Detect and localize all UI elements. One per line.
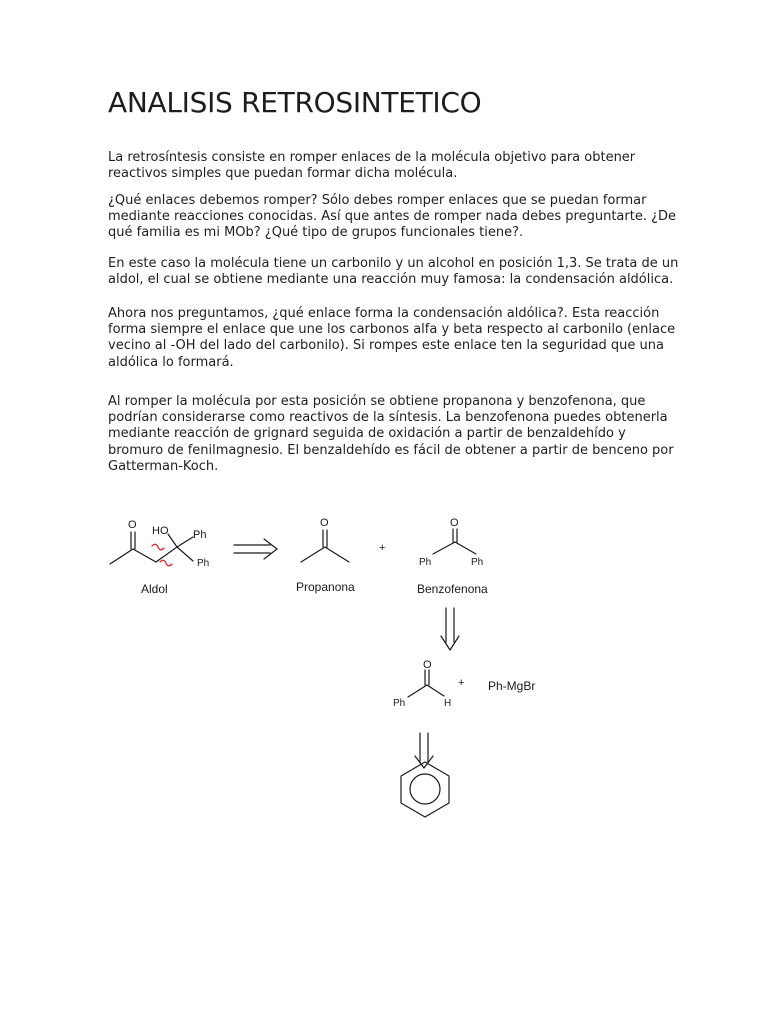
aldol-oxygen-label: O: [128, 519, 137, 531]
propanona-oxygen-label: O: [320, 517, 329, 529]
benceno-structure: [401, 762, 449, 817]
text-line: reactivos simples que puedan formar dicha molécula.: [108, 166, 458, 182]
benzofenona-phenyl-label: Ph: [471, 557, 484, 568]
benzofenona-structure: [433, 529, 476, 554]
aldol-name: Aldol: [141, 582, 168, 596]
benzaldehido-phenyl-label: Ph: [393, 698, 406, 709]
benzofenona-oxygen-label: O: [450, 517, 459, 529]
text-line: Gatterman-Koch.: [108, 458, 219, 474]
aldol-bond: [110, 549, 133, 564]
text-line: vecino al -OH del lado del carbonilo). Si rompes este enlace ten la seguridad que una: [108, 338, 664, 354]
aldol-phenyl-label: Ph: [197, 558, 210, 569]
page-title: ANALISIS RETROSINTETICO: [108, 86, 482, 119]
retro-arrow-head: [441, 636, 459, 650]
paragraph-aldol-case: [108, 256, 679, 288]
paragraph-disconnection-result: [108, 394, 674, 475]
retro-arrow-head: [264, 539, 277, 559]
propanona-bond: [301, 547, 325, 562]
text-line: ¿Qué enlaces debemos romper? Sólo debes romper enlaces que se puedan formar: [108, 193, 647, 208]
benzaldehido-labels: [393, 659, 451, 709]
text-line: qué familia es mi MOb? ¿Qué tipo de grupos funcionales tiene?.: [108, 225, 524, 241]
benzofenona-labels: [417, 517, 488, 596]
benzofenona-bond: [455, 542, 476, 554]
propanona-labels: [296, 517, 355, 594]
text-line: Al romper la molécula por esta posición se obtiene propanona y benzofenona, que: [108, 394, 646, 409]
aldol-phenyl-label: Ph: [193, 529, 207, 541]
text-line: podrían considerarse como reactivos de la síntesis. La benzofenona puedes obtenerla: [108, 410, 668, 426]
benzofenona-name: Benzofenona: [417, 582, 488, 596]
text-line: En este caso la molécula tiene un carbonilo y un alcohol en posición 1,3. Se trata de un: [108, 256, 679, 271]
benzofenona-phenyl-label: Ph: [419, 557, 432, 568]
retro-arrow-down-1: [441, 608, 459, 650]
grignard-reagent-label: Ph-MgBr: [488, 679, 536, 693]
plus-sign: +: [458, 677, 465, 689]
text-line: La retrosíntesis consiste en romper enlaces de la molécula objetivo para obtener: [108, 150, 636, 165]
aldol-labels: [128, 519, 209, 596]
paragraph-retrosintesis-definition: [108, 150, 664, 182]
benzene-aromatic-circle: [410, 774, 440, 804]
aldol-bond: [133, 549, 156, 562]
aldol-bond: [177, 537, 193, 547]
propanona-structure: [301, 530, 349, 562]
text-line: Ahora nos preguntamos, ¿qué enlace forma la condensación aldólica?. Esta reacción: [108, 306, 660, 321]
text-line: bromuro de fenilmagnesio. El benzaldehído es fácil de obtener a partir de benceno por: [108, 442, 674, 458]
disconnection-wavy-mark: [152, 544, 172, 566]
aldol-bond: [168, 534, 177, 547]
aldol-hydroxyl-label: HO: [152, 525, 169, 537]
paragraph-aldol-bond: [108, 306, 676, 371]
benzaldehido-oxygen-label: O: [423, 659, 432, 671]
propanona-name: Propanona: [296, 580, 355, 594]
benzaldehido-bond: [408, 685, 427, 697]
benzaldehido-structure: [408, 670, 444, 697]
benzaldehido-bond: [427, 685, 444, 696]
text-line: aldol, el cual se obtiene mediante una reacción muy famosa: la condensación aldólica.: [108, 272, 674, 288]
aldol-bond: [177, 547, 193, 561]
benzene-ring: [401, 762, 449, 817]
paragraph-which-bonds: [108, 193, 676, 242]
disconnection-squiggle: [160, 560, 172, 566]
disconnection-squiggle: [152, 544, 164, 550]
text-line: mediante reacciones conocidas. Así que antes de romper nada debes preguntarte. ¿De: [108, 209, 676, 225]
text-line: aldólica lo formará.: [108, 354, 234, 370]
benzaldehido-hydrogen-label: H: [444, 698, 452, 709]
text-line: mediante reacción de grignard seguida de oxidación a partir de benzaldehído y: [108, 426, 626, 442]
retro-arrow: [234, 539, 277, 559]
text-line: forma siempre el enlace que une los carbonos alfa y beta respecto al carbonilo (enlace: [108, 322, 676, 338]
propanona-bond: [325, 547, 349, 562]
benzofenona-bond: [433, 542, 455, 554]
plus-sign: +: [379, 542, 386, 554]
retrosynthesis-scheme: [0, 500, 768, 840]
